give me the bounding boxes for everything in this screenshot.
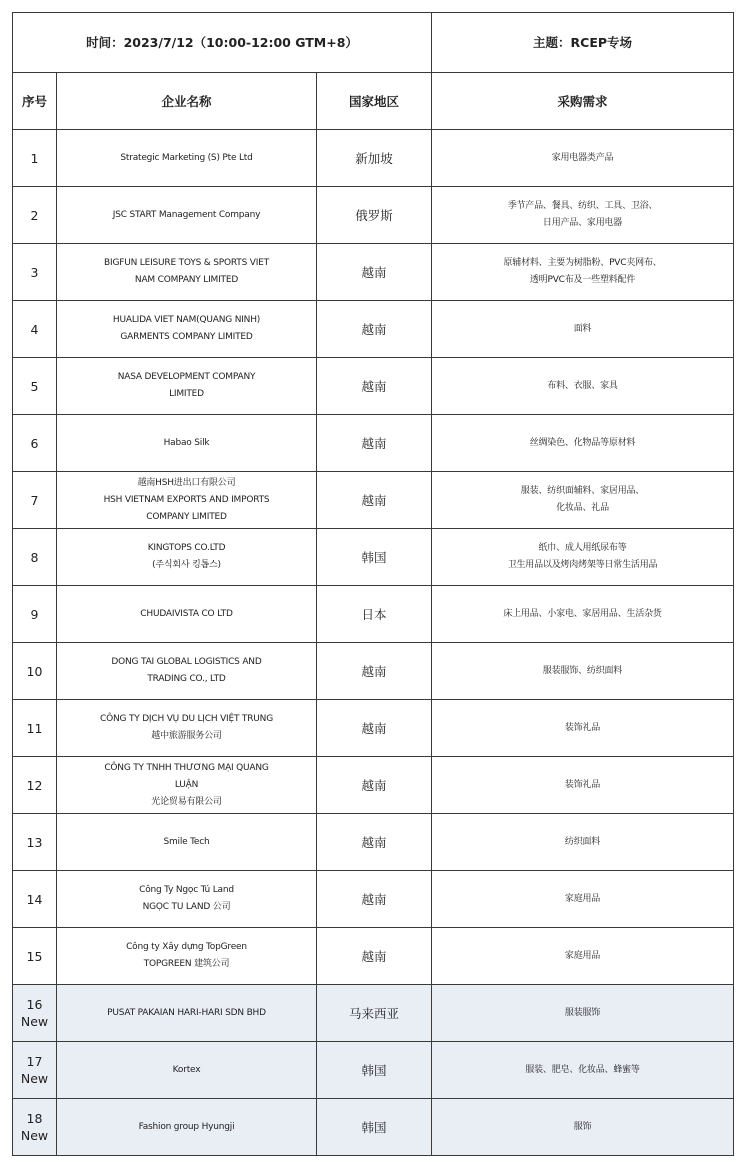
row-number [13,187,57,244]
row-number-value: 3 [30,264,39,280]
row-number-value: 4 [30,321,39,337]
procurement-demand-line: 家庭用品 [564,950,601,961]
company-name-line: HSH VIETNAM EXPORTS AND IMPORTS [103,494,270,505]
row-number-value: 9 [30,606,39,622]
col-header-company: 企业名称 [57,73,317,130]
procurement-demand-line: 面料 [573,323,592,334]
procurement-demand-line: 丝绸染色、化物品等原材料 [529,437,636,448]
procurement-demand [432,586,734,643]
company-name [57,985,317,1042]
table-row [13,871,734,928]
row-number-value: 1 [30,150,39,166]
procurement-demand-line: 卫生用品以及烤肉烤架等日常生活用品 [507,560,658,570]
company-name-line: BIGFUN LEISURE TOYS & SPORTS VIET [104,258,269,268]
country-region: 马来西亚 [317,985,432,1042]
company-name-line: COMPANY LIMITED [146,511,227,522]
country-region: 越南 [317,244,432,301]
country-region: 越南 [317,871,432,928]
row-number [13,643,57,700]
table-row [13,757,734,814]
country-region: 韩国 [317,1042,432,1099]
procurement-demand-line: 日用产品、家用电器 [542,218,623,228]
procurement-demand [432,985,734,1042]
session-time: 时间：2023/7/12（10:00-12:00 GTM+8） [13,13,432,73]
procurement-demand-line: 服装、纺织面辅料、家居用品、 [520,486,645,496]
table-row [13,187,734,244]
row-number-value: 17 [26,1054,43,1069]
table-row [13,643,734,700]
row-number-value: 2 [30,207,39,223]
row-number-value: 11 [26,720,43,736]
session-theme: 主题：RCEP专场 [432,13,734,73]
company-name [57,643,317,700]
procurement-demand-line: 原辅材料、主要为树脂粉、PVC夹网布、 [503,258,662,268]
procurement-demand [432,700,734,757]
row-number-value: 6 [30,435,39,451]
procurement-demand [432,415,734,472]
row-number-value: 8 [30,549,39,565]
company-name [57,586,317,643]
procurement-demand-line: 布料、衣服、家具 [547,380,618,391]
col-header-no: 序号 [13,73,57,130]
country-region: 越南 [317,643,432,700]
company-name-line: HUALIDA VIET NAM(QUANG NINH) [112,315,261,325]
country-region: 俄罗斯 [317,187,432,244]
company-name-line: NASA DEVELOPMENT COMPANY [117,372,256,382]
row-number [13,1099,57,1156]
row-number [13,244,57,301]
country-region: 越南 [317,928,432,985]
procurement-demand-line: 服装服饰 [564,1007,601,1018]
procurement-demand [432,130,734,187]
row-number [13,301,57,358]
procurement-demand [432,301,734,358]
procurement-demand [432,244,734,301]
procurement-demand [432,472,734,529]
company-name-line: DONG TAI GLOBAL LOGISTICS AND [111,657,262,667]
company-name [57,928,317,985]
company-name [57,1099,317,1156]
company-name-line: Công ty Xây dựng TopGreen [126,942,247,952]
row-number-value: 15 [26,948,43,964]
row-number [13,985,57,1042]
company-name-line: TRADING CO., LTD [147,674,226,684]
company-name-line: Smile Tech [163,836,210,847]
company-name [57,301,317,358]
row-number [13,586,57,643]
company-name-line: 越中旅游服务公司 [151,731,222,741]
country-region: 越南 [317,301,432,358]
company-name-line: LUẬN [174,779,199,790]
new-tag: New [20,1071,49,1086]
company-name [57,757,317,814]
company-name-line: CHUDAIVISTA CO LTD [140,608,233,619]
procurement-demand [432,1099,734,1156]
company-name [57,244,317,301]
table-row [13,1042,734,1099]
company-name-line: JSC START Management Company [112,209,261,220]
company-name-line: 光论贸易有限公司 [151,796,222,807]
table-row [13,130,734,187]
country-region: 越南 [317,358,432,415]
procurement-demand-line: 透明PVC布及一些塑料配件 [529,275,636,285]
row-number [13,871,57,928]
company-name-line: Habao Silk [163,437,210,448]
row-number [13,472,57,529]
procurement-demand-line: 服装服饰、纺织面料 [542,665,623,676]
table-row [13,415,734,472]
procurement-demand-line: 床上用品、小家电、家居用品、生活杂货 [503,608,662,619]
company-name [57,871,317,928]
row-number-value: 12 [26,777,43,793]
procurement-demand-line: 化妆品、礼品 [556,503,609,513]
company-name [57,130,317,187]
procurement-demand-line: 季节产品、餐具、纺织、工具、卫浴、 [507,201,658,211]
country-region: 韩国 [317,1099,432,1156]
column-header-row [13,73,734,130]
table-row [13,529,734,586]
company-name-line: NGỌC TU LAND 公司 [142,902,231,912]
company-name-line: CÔNG TY TNHH THƯƠNG MẠI QUANG [104,762,269,773]
row-number [13,130,57,187]
country-region: 越南 [317,415,432,472]
procurement-demand-line: 服装、肥皂、化妆品、蜂蜜等 [525,1064,640,1075]
table-row [13,1099,734,1156]
country-region: 韩国 [317,529,432,586]
row-number [13,529,57,586]
company-name [57,814,317,871]
company-name [57,529,317,586]
company-name [57,187,317,244]
table-row [13,358,734,415]
procurement-demand [432,1042,734,1099]
company-name-line: CÔNG TY DỊCH VỤ DU LỊCH VIỆT TRUNG [100,714,273,724]
row-number [13,928,57,985]
row-number [13,358,57,415]
row-number-value: 7 [30,492,39,508]
procurement-demand [432,529,734,586]
procurement-demand-line: 家庭用品 [564,893,601,904]
procurement-demand [432,757,734,814]
table-row [13,814,734,871]
procurement-demand-line: 家用电器类产品 [551,152,614,163]
company-name [57,415,317,472]
procurement-demand [432,187,734,244]
country-region: 越南 [317,472,432,529]
company-name-line: NAM COMPANY LIMITED [134,275,239,285]
row-number-value: 5 [30,378,39,394]
row-number-value: 16 [26,997,43,1012]
new-tag: New [20,1014,49,1029]
row-number [13,757,57,814]
row-number [13,1042,57,1099]
company-name [57,472,317,529]
company-name-line: Fashion group Hyungji [138,1121,235,1132]
procurement-demand [432,643,734,700]
company-name-line: 越南HSH进出口有限公司 [137,477,236,488]
company-name [57,358,317,415]
row-number [13,415,57,472]
col-header-demand: 采购需求 [432,73,734,130]
country-region: 越南 [317,814,432,871]
company-name-line: PUSAT PAKAIAN HARI-HARI SDN BHD [107,1007,266,1018]
company-name-line: Kortex [172,1064,201,1075]
company-name-line: Công Ty Ngọc Tú Land [139,885,234,895]
country-region: 越南 [317,757,432,814]
company-name-line: Strategic Marketing (S) Pte Ltd [120,152,253,163]
company-name [57,700,317,757]
company-name-line: TOPGREEN 建筑公司 [143,959,230,969]
country-region: 新加坡 [317,130,432,187]
procurement-demand-line: 装饰礼品 [564,722,601,733]
company-name-line: LIMITED [169,389,204,399]
table-row [13,472,734,529]
company-name-line: KINGTOPS CO.LTD [147,543,226,553]
company-name-line: GARMENTS COMPANY LIMITED [120,332,253,342]
col-header-country: 国家地区 [317,73,432,130]
company-name-line: (주식회사 킹톱스) [152,560,221,570]
row-number-value: 18 [26,1111,43,1126]
procurement-demand-line: 纸巾、成人用纸尿布等 [538,543,627,553]
table-row [13,301,734,358]
procurement-demand [432,871,734,928]
header-row [13,13,734,73]
procurement-table [12,12,734,1156]
table-row [13,985,734,1042]
table-row [13,586,734,643]
row-number [13,814,57,871]
new-tag: New [20,1128,49,1143]
row-number-value: 13 [26,834,43,850]
procurement-demand-line: 装饰礼品 [564,779,601,790]
row-number-value: 10 [26,663,43,679]
company-name [57,1042,317,1099]
procurement-demand [432,358,734,415]
row-number [13,700,57,757]
procurement-demand-line: 服饰 [573,1121,592,1132]
procurement-demand [432,928,734,985]
table-row [13,244,734,301]
table-row [13,700,734,757]
table-row [13,928,734,985]
country-region: 日本 [317,586,432,643]
row-number-value: 14 [26,891,43,907]
procurement-demand-line: 纺织面料 [564,836,601,847]
procurement-demand [432,814,734,871]
country-region: 越南 [317,700,432,757]
